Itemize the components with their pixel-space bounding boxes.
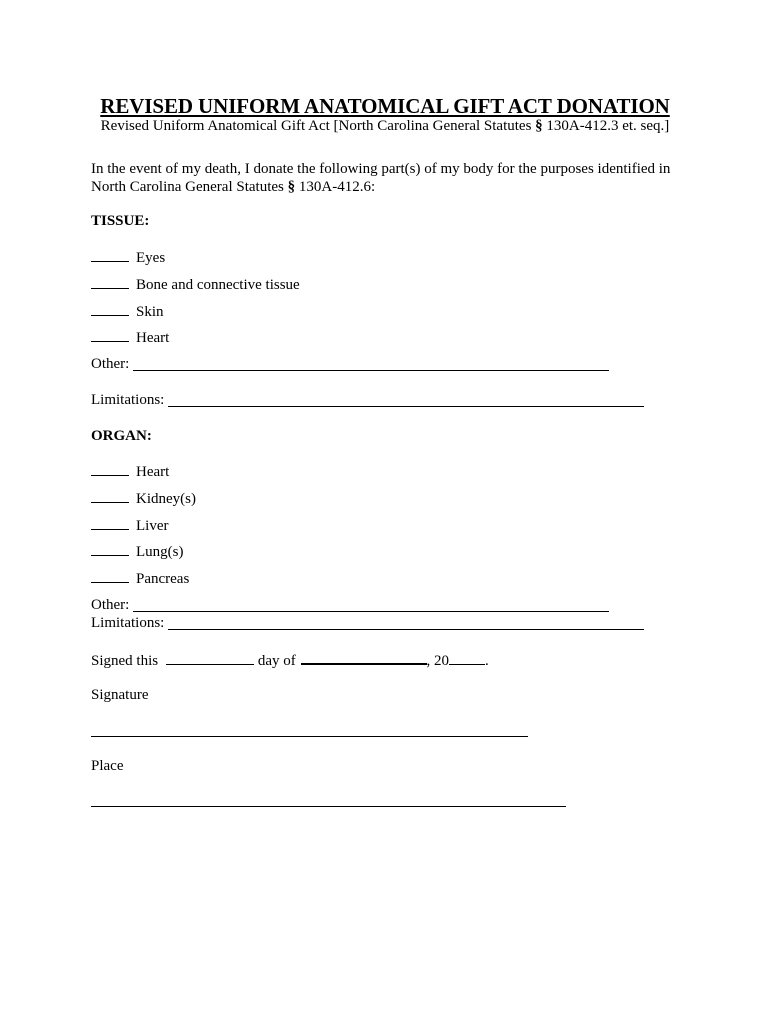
month-field[interactable] [301, 651, 427, 665]
organ-item[interactable] [91, 570, 189, 588]
tissue-item-label: Heart [136, 330, 170, 346]
tissue-item[interactable] [91, 276, 300, 294]
tissue-item[interactable] [91, 329, 169, 347]
day-field[interactable] [166, 652, 254, 665]
organ-checkbox-blank[interactable] [91, 543, 129, 556]
place-label: Place [91, 758, 124, 774]
organ-item-label: Lung(s) [136, 544, 184, 560]
organ-limitations-label: Limitations: [91, 615, 165, 631]
organ-item[interactable] [91, 463, 169, 481]
place-field[interactable] [91, 806, 566, 807]
intro-line-2 [91, 178, 670, 196]
signed-line [91, 651, 489, 670]
organ-item-label: Liver [136, 518, 169, 534]
organ-other-field[interactable] [133, 611, 609, 612]
tissue-limitations-field[interactable] [168, 406, 644, 407]
subtitle-text-pre: Revised Uniform Anatomical Gift Act [North Carolina General Statutes [100, 118, 536, 134]
tissue-heading: TISSUE: [91, 213, 150, 229]
year-prefix: , 20 [426, 653, 449, 669]
year-field[interactable] [449, 652, 485, 665]
intro-line-2-pre: North Carolina General Statutes [91, 179, 288, 195]
tissue-item[interactable] [91, 249, 165, 267]
intro-paragraph [91, 160, 670, 196]
day-of-label: day of [257, 653, 296, 669]
tissue-other-field[interactable] [133, 370, 609, 371]
organ-other-label: Other: [91, 597, 130, 613]
organ-heading: ORGAN: [91, 428, 152, 444]
year-suffix: . [485, 653, 489, 669]
organ-item[interactable] [91, 543, 184, 561]
tissue-item-label: Eyes [136, 250, 166, 266]
organ-item-label: Kidney(s) [136, 491, 196, 507]
organ-limitations-field[interactable] [168, 629, 644, 630]
tissue-item-label: Bone and connective tissue [136, 277, 300, 293]
intro-section-symbol: § [287, 179, 296, 195]
document-title: REVISED UNIFORM ANATOMICAL GIFT ACT DONATION [100, 94, 670, 118]
organ-checkbox-blank[interactable] [91, 490, 129, 503]
tissue-checkbox-blank[interactable] [91, 329, 129, 342]
signature-field[interactable] [91, 736, 528, 737]
intro-line-2-post: 130A-412.6: [295, 179, 376, 195]
organ-item-label: Heart [136, 464, 170, 480]
organ-item[interactable] [91, 517, 168, 535]
tissue-checkbox-blank[interactable] [91, 249, 129, 262]
organ-item[interactable] [91, 490, 196, 508]
tissue-checkbox-blank[interactable] [91, 276, 129, 289]
tissue-other-label: Other: [91, 356, 130, 372]
intro-line-1: In the event of my death, I donate the following part(s) of my body for the purposes identified in [91, 161, 671, 177]
subtitle-section-symbol: § [535, 118, 543, 134]
tissue-item[interactable] [91, 303, 164, 321]
signed-this-label: Signed this [91, 653, 159, 669]
tissue-limitations-label: Limitations: [91, 392, 165, 408]
organ-checkbox-blank[interactable] [91, 517, 129, 530]
subtitle-text-post: 130A-412.3 et. seq.] [542, 118, 670, 134]
organ-checkbox-blank[interactable] [91, 463, 129, 476]
signature-label: Signature [91, 687, 149, 703]
tissue-item-label: Skin [136, 304, 164, 320]
organ-checkbox-blank[interactable] [91, 570, 129, 583]
organ-item-label: Pancreas [136, 571, 190, 587]
tissue-checkbox-blank[interactable] [91, 303, 129, 316]
document-subtitle [0, 118, 770, 135]
